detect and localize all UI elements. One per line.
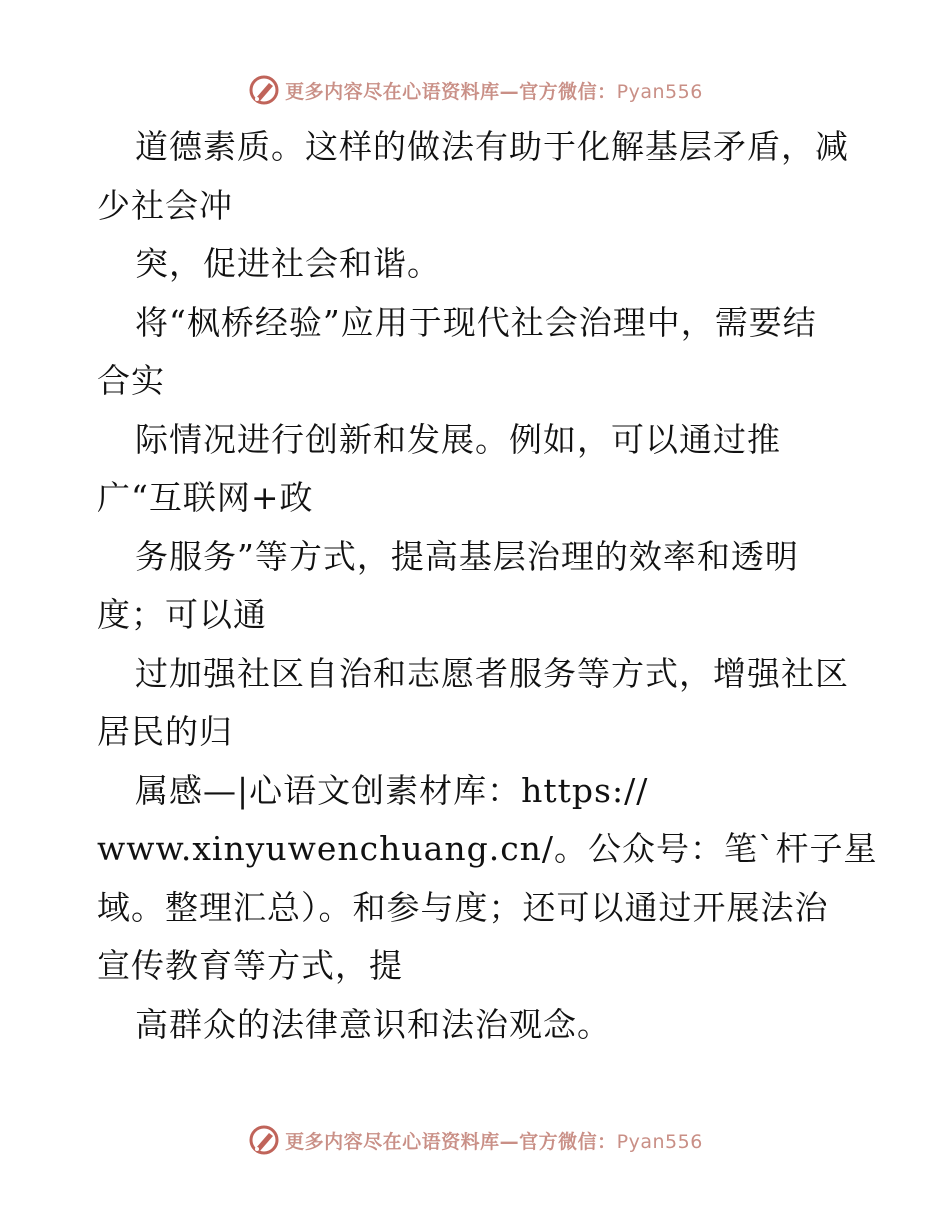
text-line: 务服务”等方式，提高基层治理的效率和透明 [135,536,799,576]
text-line: 居民的归 [97,712,233,751]
text-line: 道德素质。这样的做法有助于化解基层矛盾，减 [135,127,849,166]
footer-watermark [0,1120,950,1160]
watermark-text-id: Pyan556 [616,1130,703,1153]
text-line: www.xinyuwenchuang.cn/。公众号：笔`杆子星 [97,829,878,868]
watermark-text-cn: 更多内容尽在心语资料库—官方微信： [285,1130,617,1153]
text-line: 将“枫桥经验”应用于现代社会治理中，需要结 [135,302,817,342]
header-watermark [0,70,950,110]
document-body [97,118,877,1054]
text-line: 属感—|心语文创素材库：https:// [135,770,649,810]
text-line: 过加强社区自治和志愿者服务等方式，增强社区 [135,653,849,693]
watermark-text [285,1127,703,1154]
text-line: 宣传教育等方式，提 [97,946,403,985]
text-line: 高群众的法律意识和法治观念。 [135,1004,611,1044]
text-line: 合实 [97,361,165,400]
text-line: 突，促进社会和谐。 [135,244,441,283]
pen-logo-icon [247,1123,281,1157]
watermark-text-cn: 更多内容尽在心语资料库—官方微信： [285,80,617,103]
text-line: 少社会冲 [97,185,233,225]
text-line: 际情况进行创新和发展。例如，可以通过推 [135,419,781,459]
text-line: 广“互联网+政 [97,478,314,517]
watermark-text [285,77,703,104]
text-line: 域。整理汇总）。和参与度；还可以通过开展法治 [97,887,829,927]
text-line: 度；可以通 [97,595,267,634]
watermark-text-id: Pyan556 [616,80,703,103]
pen-logo-icon [247,73,281,107]
